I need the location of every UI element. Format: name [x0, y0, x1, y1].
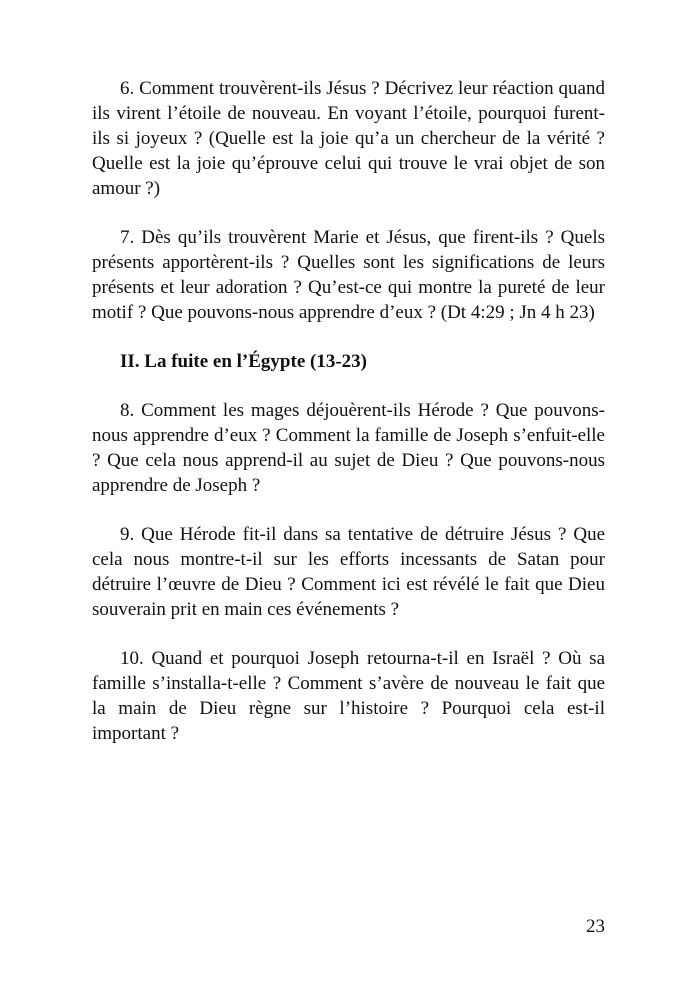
page-number: 23: [586, 916, 605, 937]
section-heading: II. La fuite en l’Égypte (13-23): [120, 351, 367, 372]
question-8: 8. Comment les mages déjouèrent-ils Hérode ? Que pouvons-nous apprendre d’eux ? Comment la famille de Joseph s’enfuit-elle ? Que cela nous apprend-il au sujet de Dieu ? Que pouvons-nous apprendre de Joseph ?: [92, 400, 605, 496]
question-6: 6. Comment trouvèrent-ils Jésus ? Décrivez leur réaction quand ils virent l’étoile de nouveau. En voyant l’étoile, pourquoi furent-ils si joyeux ? (Quelle est la joie qu’a un chercheur de la vérité ? Quelle est la joie qu’éprouve celui qui trouve le vrai objet de son amour ?): [92, 78, 605, 199]
question-7: 7. Dès qu’ils trouvèrent Marie et Jésus, que firent-ils ? Quels présents apportèrent-ils ? Quelles sont les significations de leurs présents et leur adoration ? Qu’est-ce qui montre la pureté de leur motif ? Que pouvons-nous apprendre d’eux ? (Dt 4:29 ; Jn 4 h 23): [92, 227, 605, 323]
question-10: 10. Quand et pourquoi Joseph retourna-t-il en Israël ? Où sa famille s’installa-t-elle ? Comment s’avère de nouveau le fait que la main de Dieu règne sur l’histoire ? Pourquoi cela est-il important ?: [92, 648, 605, 744]
question-9: 9. Que Hérode fit-il dans sa tentative de détruire Jésus ? Que cela nous montre-t-il sur les efforts incessants de Satan pour détruire l’œuvre de Dieu ? Comment ici est révélé le fait que Dieu souverain prit en main ces événements ?: [92, 524, 605, 620]
page-body: [92, 72, 605, 746]
